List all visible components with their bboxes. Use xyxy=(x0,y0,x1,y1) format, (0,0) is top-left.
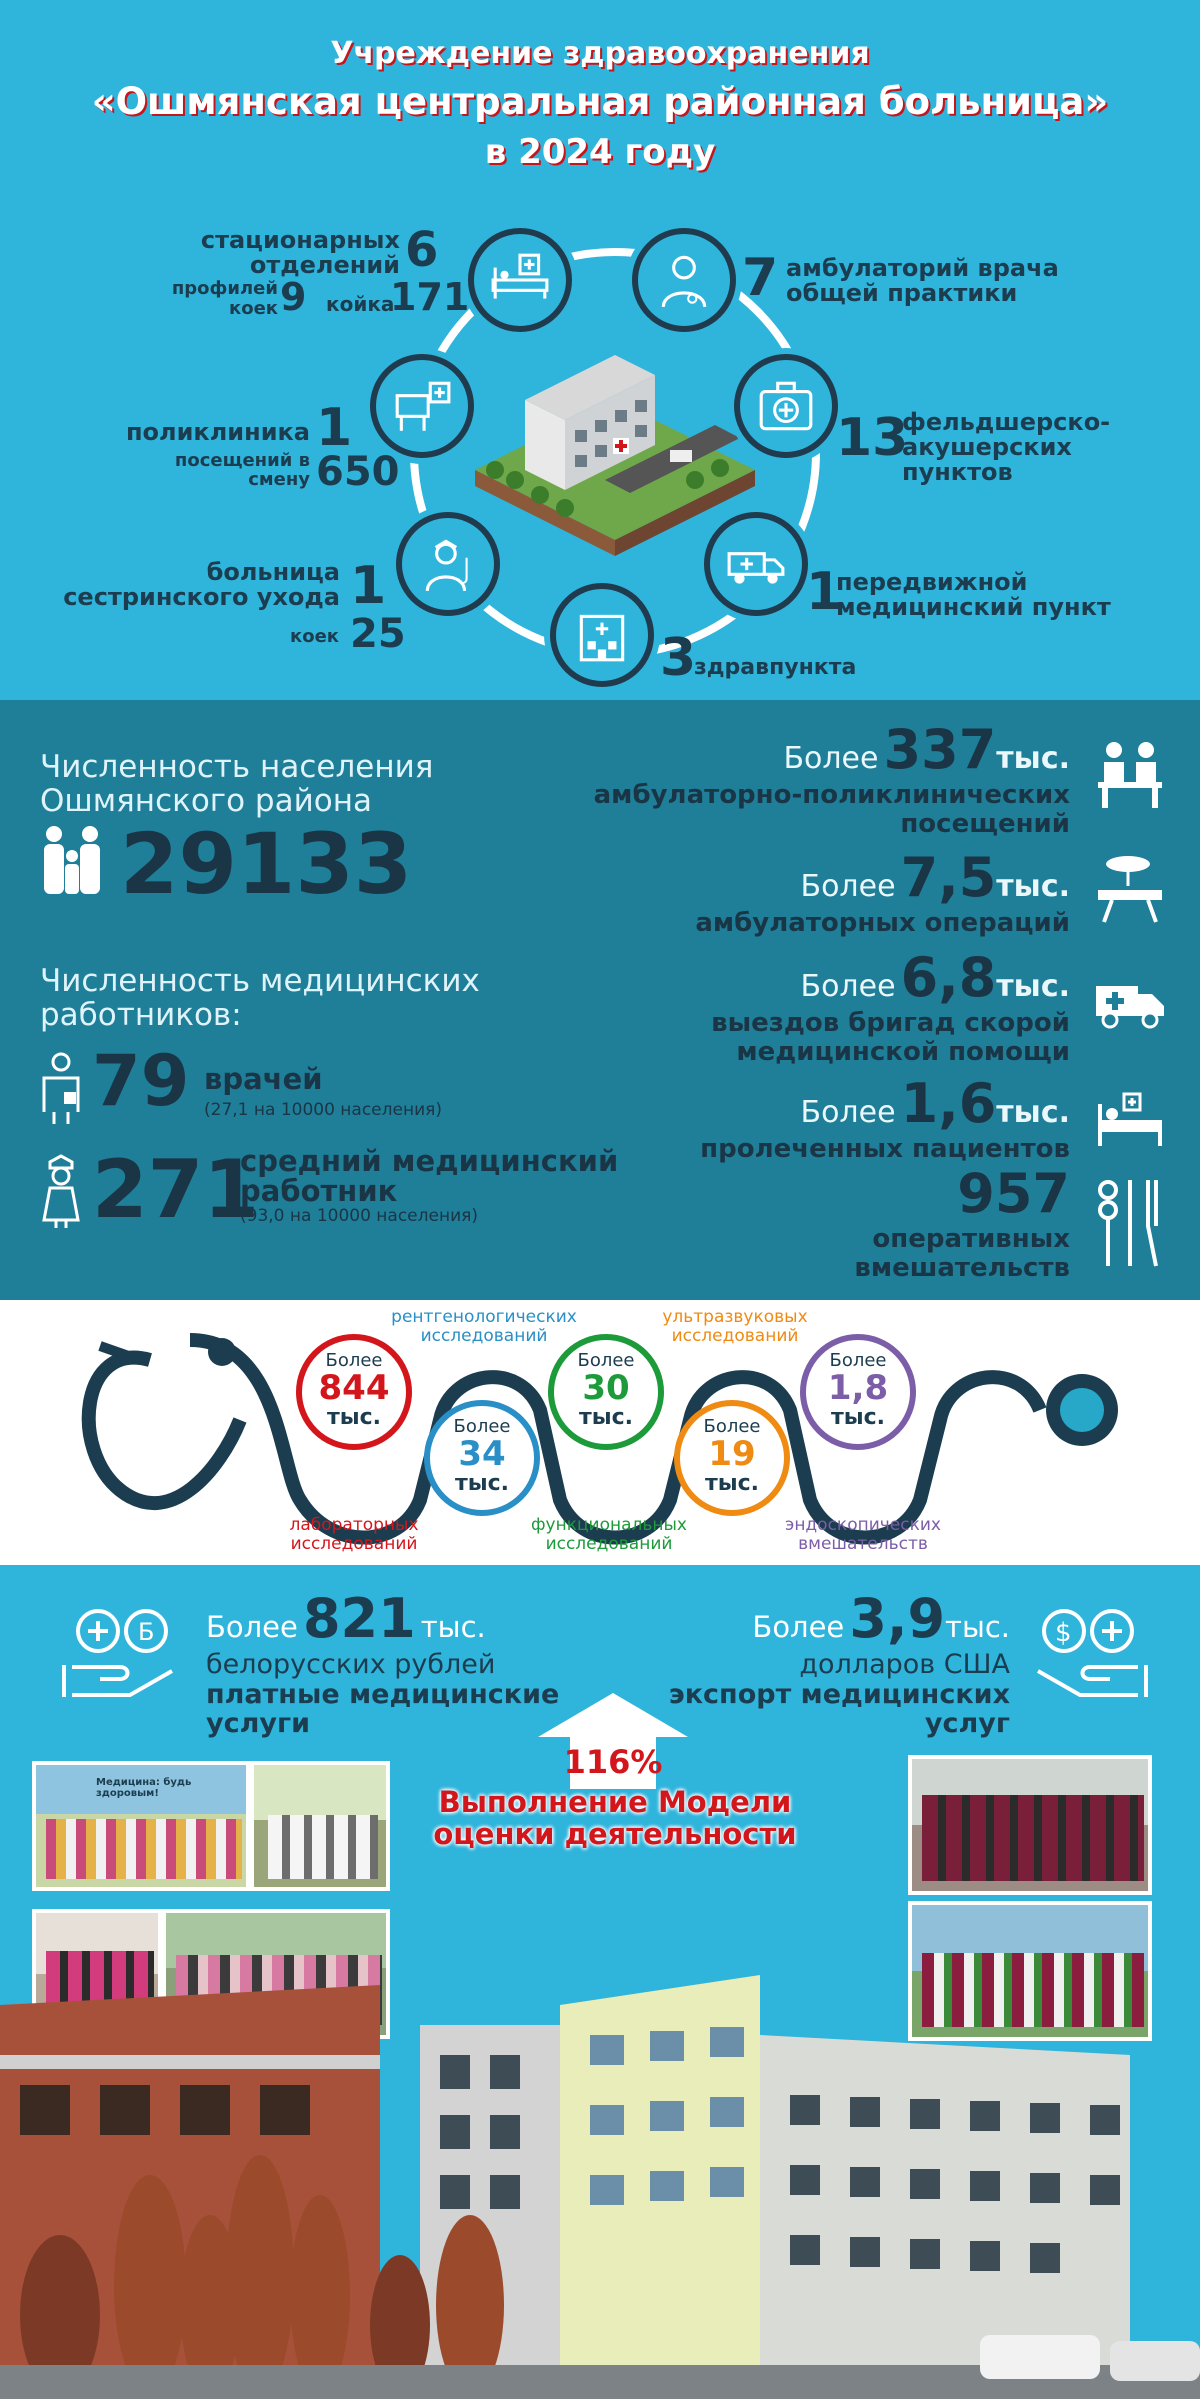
activity-unit: тыс. xyxy=(996,741,1070,776)
percent-value: 116% xyxy=(563,1743,663,1781)
doctor-icon xyxy=(632,228,736,332)
header-hospital-name: «Ошмянская центральная районная больница» xyxy=(91,80,1109,123)
activity-row xyxy=(550,1072,1070,1164)
consultation-icon xyxy=(1092,736,1168,812)
activity-desc: амбулаторных операций xyxy=(695,908,1070,938)
research-bubble-ultrasound: Более 19 тыс. xyxy=(674,1400,790,1516)
activity-desc: амбулаторно-поликлинических посещений xyxy=(593,780,1070,839)
header-year: в 2024 году xyxy=(484,132,716,172)
healthpoints-value: 3 xyxy=(660,628,697,688)
activity-num: 7,5 xyxy=(900,846,997,909)
visits-value: 650 xyxy=(316,449,400,495)
surgery-lamp-icon xyxy=(1092,850,1168,926)
doctor-figure-icon xyxy=(36,1052,86,1126)
activity-unit: тыс. xyxy=(996,969,1070,1004)
medical-kit-icon xyxy=(734,354,838,458)
bed-value: 171 xyxy=(390,275,470,319)
nursing-label: больница сестринского ухода xyxy=(63,558,340,612)
ambulatories-value: 7 xyxy=(742,248,779,308)
mobile-value: 1 xyxy=(806,562,843,622)
beds-label: коек xyxy=(228,298,278,319)
family-icon xyxy=(40,822,106,898)
header-section xyxy=(0,0,1200,700)
inpatient-bed-icon xyxy=(468,228,572,332)
research-bubble-functional: Более 30 тыс. xyxy=(548,1334,664,1450)
header-institution: Учреждение здравоохранения xyxy=(330,36,870,71)
activity-row xyxy=(550,718,1070,838)
hand-money-icon xyxy=(60,1605,180,1701)
healthpoints-label: здравпункта xyxy=(694,655,857,680)
activity-num: 6,8 xyxy=(900,946,997,1009)
profiles-label: профилей xyxy=(171,278,278,299)
percent-label: Выполнение Модели оценки деятельности xyxy=(433,1785,797,1851)
activity-num: 957 xyxy=(957,1162,1070,1225)
surgical-tools-icon xyxy=(1092,1176,1168,1272)
patient-bed-icon xyxy=(1092,1080,1168,1156)
profiles-value: 9 xyxy=(280,275,307,319)
svg-text:$: $ xyxy=(1055,1618,1072,1648)
activity-desc: оперативных вмешательств xyxy=(854,1224,1070,1283)
staff-title: Численность медицинских работников: xyxy=(40,963,480,1034)
research-bubble-xray: Более 34 тыс. xyxy=(424,1400,540,1516)
finance-section xyxy=(0,1565,1200,2399)
nursing-beds-label: коек xyxy=(290,626,340,647)
mobile-label: передвижной медицинский пункт xyxy=(836,568,1111,622)
nurses-note: (93,0 на 10000 населения) xyxy=(240,1206,478,1226)
departments-label: стационарных отделений xyxy=(200,226,400,280)
nursing-beds-value: 25 xyxy=(350,611,406,657)
research-bubble-endoscopy: Более 1,8 тыс. xyxy=(800,1334,916,1450)
activity-more: Более xyxy=(783,741,879,776)
fap-value: 13 xyxy=(836,408,909,468)
hand-dollar-icon xyxy=(1030,1605,1150,1701)
health-point-icon xyxy=(550,583,654,687)
endoscopy-caption: эндоскопических вмешательств xyxy=(784,1515,941,1554)
ambulance-car-icon xyxy=(1092,964,1168,1040)
xray-caption: рентгенологических исследований xyxy=(391,1307,577,1346)
activity-row xyxy=(550,846,1070,938)
visits-label: посещений в смену xyxy=(174,450,310,490)
research-section xyxy=(0,1300,1200,1565)
doctors-note: (27,1 на 10000 населения) xyxy=(204,1100,442,1120)
polyclinic-value: 1 xyxy=(316,398,353,458)
statistics-section xyxy=(0,700,1200,1300)
activity-row xyxy=(550,946,1070,1066)
doctors-value: 79 xyxy=(92,1040,190,1122)
polyclinic-icon xyxy=(370,354,474,458)
functional-caption: функциональных исследований xyxy=(530,1515,687,1554)
svg-text:Б: Б xyxy=(138,1618,155,1646)
ambulatories-label: амбулаторий врача общей практики xyxy=(786,254,1059,308)
nurses-label: средний медицинский работник xyxy=(240,1144,619,1209)
activity-num: 1,6 xyxy=(900,1072,997,1135)
population-value: 29133 xyxy=(120,815,413,913)
export-services: Более 3,9тыс. долларов США экспорт медицинских услуг xyxy=(668,1587,1010,1740)
activity-desc: пролеченных пациентов xyxy=(700,1134,1070,1164)
hospital-building-photo xyxy=(0,1865,1200,2399)
doctors-label: врачей xyxy=(204,1062,323,1096)
activity-unit: тыс. xyxy=(996,869,1070,904)
bed-label: койка xyxy=(326,292,395,316)
fap-label: фельдшерско-акушерских пунктов xyxy=(902,408,1111,487)
nurse-figure-icon xyxy=(36,1154,86,1230)
lab-caption: лабораторных исследований xyxy=(289,1515,419,1554)
nursing-value: 1 xyxy=(350,556,387,616)
activity-more: Более xyxy=(800,869,896,904)
departments-value: 6 xyxy=(405,222,439,278)
paid-services: Более 821 тыс. белорусских рублей платные медицинские услуги xyxy=(206,1587,560,1740)
ultrasound-caption: ультразвуковых исследований xyxy=(662,1307,808,1346)
population-title: Численность населения Ошмянского района xyxy=(40,749,434,820)
activity-unit: тыс. xyxy=(996,1095,1070,1130)
nurse-icon xyxy=(396,512,500,616)
activity-desc: выездов бригад скорой медицинской помощи xyxy=(711,1008,1070,1067)
banner-caption: Медицина: будь здоровым! xyxy=(96,1777,192,1799)
activity-num: 337 xyxy=(883,718,997,781)
polyclinic-label: поликлиника xyxy=(125,418,310,446)
activity-row xyxy=(550,1162,1070,1282)
activity-more: Более xyxy=(800,969,896,1004)
nurses-value: 271 xyxy=(92,1143,259,1236)
activity-more: Более xyxy=(800,1095,896,1130)
ambulance-icon xyxy=(704,512,808,616)
research-bubble-lab: Более 844 тыс. xyxy=(296,1334,412,1450)
